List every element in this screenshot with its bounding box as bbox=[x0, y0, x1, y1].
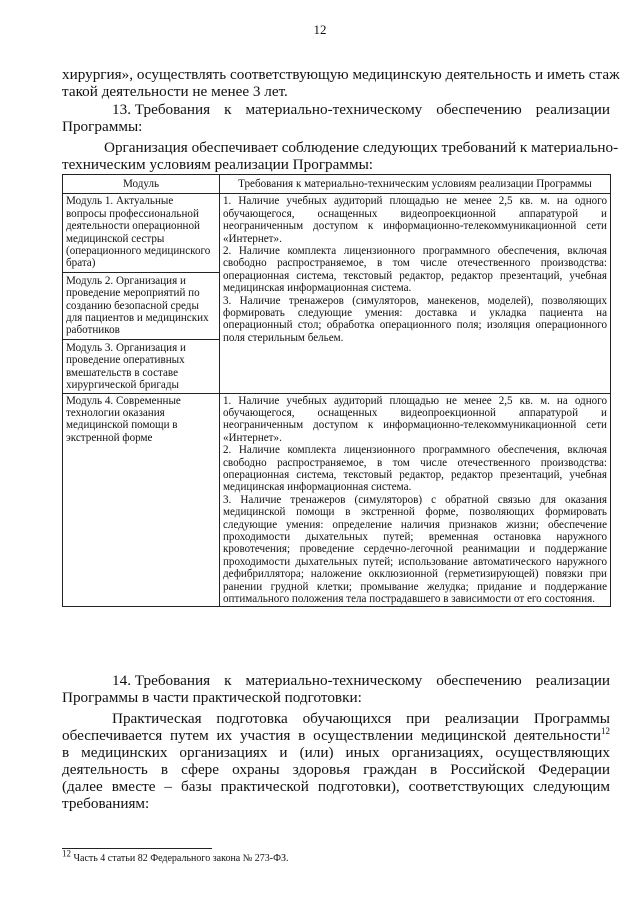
requirements-cell bbox=[220, 194, 611, 393]
requirement-item: 3. Наличие тренажеров (симуляторов, манекенов, моделей), позволяющих формировать следующие умения: доставка и укладка пациента на операционный стол; обработка операционного поля; изоляция операционного поля стерильным бельем. bbox=[223, 294, 607, 344]
requirement-item: 2. Наличие комплекта лицензионного программного обеспечения, включая свободно распространяемое, в том числе отечественного производства: операционная система, текстовый редактор, редактор презентаций, учебная медицинская информационная система. bbox=[223, 245, 607, 295]
section-13-heading bbox=[62, 101, 610, 135]
heading-word: реализации bbox=[535, 672, 610, 689]
heading-word: материально-техническому bbox=[245, 101, 423, 118]
section-13-heading-cont: Программы: bbox=[62, 118, 143, 135]
footnote-divider bbox=[62, 848, 212, 849]
module-cell bbox=[63, 194, 220, 393]
requirement-item: 2. Наличие комплекта лицензионного программного обеспечения, включая свободно распространяемое, в том числе отечественного производства: операционная система, текстовый редактор, редактор презентаций, учебная медицинская информационная система. bbox=[223, 444, 607, 494]
body-line: деятельность в сфере охраны здоровья граждан в Российской Федерации bbox=[62, 761, 610, 778]
footnote-text: Часть 4 статьи 82 Федерального закона № 273-ФЗ. bbox=[71, 853, 289, 864]
module-1: Модуль 1. Актуальные вопросы профессиональной деятельности операционной медицинской сестры (операционного медицинского брата) bbox=[66, 195, 211, 270]
footnote-marker: 12 bbox=[62, 848, 71, 859]
lead-line: техническим условиям реализации Программы: bbox=[62, 156, 374, 173]
divider bbox=[63, 272, 219, 273]
heading-word: 14. Требования bbox=[112, 672, 211, 689]
section-14-heading-line bbox=[62, 672, 610, 689]
heading-word: реализации bbox=[535, 101, 610, 118]
body-line: (далее вместе – базы практической подготовки), соответствующих следующим bbox=[62, 778, 610, 795]
section-14-heading-cont: Программы в части практической подготовки: bbox=[62, 689, 362, 706]
section-14-heading bbox=[62, 672, 610, 706]
header-module: Модуль bbox=[63, 175, 220, 194]
table-row bbox=[63, 393, 611, 607]
lead-line: Организация обеспечивает соблюдение следующих требований к материально- bbox=[104, 139, 619, 156]
section-13-heading-line bbox=[62, 101, 610, 118]
divider bbox=[63, 339, 219, 340]
footnote bbox=[62, 848, 289, 864]
section-13-lead bbox=[62, 139, 619, 173]
requirement-item: 1. Наличие учебных аудиторий площадью не менее 2,5 кв. м. на одного обучающегося, оснащенных видеопроекционной аппаратурой и неограниченным доступом к информационно-телекоммуникационной сети «Интернет». bbox=[223, 195, 607, 245]
module-2: Модуль 2. Организация и проведение мероприятий по созданию безопасной среды для пациентов и медицинских работников bbox=[66, 274, 209, 337]
module-3: Модуль 3. Организация и проведение оперативных вмешательств в составе хирургической бригады bbox=[66, 341, 186, 392]
heading-word: к bbox=[224, 101, 232, 118]
body-line: требованиям: bbox=[62, 795, 150, 812]
requirement-item: 3. Наличие тренажеров (симуляторов) с обратной связью для оказания медицинской помощи в экстренной форме, позволяющих формировать следующие умения: определение наличия признаков жизни; обеспечение проходимости дыхательных путей; временная остановка наружного кровотечения; проведение сердечно-легочной реанимации и поддержание проходимости дыхательных путей; использование автоматического наружного дефибриллятора; наложение окклюзионной (герметизирующей) повязки при ранении грудной клетки; промывание желудка; придание и поддержание оптимального положения тела пострадавшего в зависимости от его состояния. bbox=[223, 493, 607, 605]
table-header-row bbox=[63, 175, 611, 194]
table-row bbox=[63, 194, 611, 393]
footnote-ref[interactable]: 12 bbox=[601, 725, 610, 736]
module-4: Модуль 4. Современные технологии оказания медицинской помощи в экстренной форме bbox=[66, 394, 181, 444]
heading-word: обеспечению bbox=[436, 672, 522, 689]
intro-line: хирургия», осуществлять соответствующую медицинскую деятельность и иметь стаж bbox=[62, 66, 620, 83]
body-line: Практическая подготовка обучающихся при реализации Программы bbox=[112, 710, 610, 727]
header-requirements: Требования к материально-техническим условиям реализации Программы bbox=[220, 175, 611, 194]
body-line-text: обеспечивается путем их участия в осуществлении медицинской деятельности bbox=[62, 727, 601, 744]
section-14-body bbox=[62, 710, 610, 812]
page-number: 12 bbox=[313, 22, 327, 37]
heading-word: к bbox=[224, 672, 232, 689]
requirement-item: 1. Наличие учебных аудиторий площадью не менее 2,5 кв. м. на одного обучающегося, оснащенных видеопроекционной аппаратурой и неограниченным доступом к информационно-телекоммуникационной сети «Интернет». bbox=[223, 394, 607, 444]
intro-paragraph bbox=[62, 66, 620, 100]
heading-word: материально-техническому bbox=[245, 672, 423, 689]
heading-word: обеспечению bbox=[436, 101, 522, 118]
requirements-cell bbox=[220, 393, 611, 607]
module-cell bbox=[63, 393, 220, 607]
body-line bbox=[62, 727, 610, 744]
heading-word: 13. Требования bbox=[112, 101, 211, 118]
intro-line: такой деятельности не менее 3 лет. bbox=[62, 83, 288, 100]
body-line: в медицинских организациях и (или) иных организациях, осуществляющих bbox=[62, 744, 610, 761]
requirements-table bbox=[62, 174, 611, 607]
